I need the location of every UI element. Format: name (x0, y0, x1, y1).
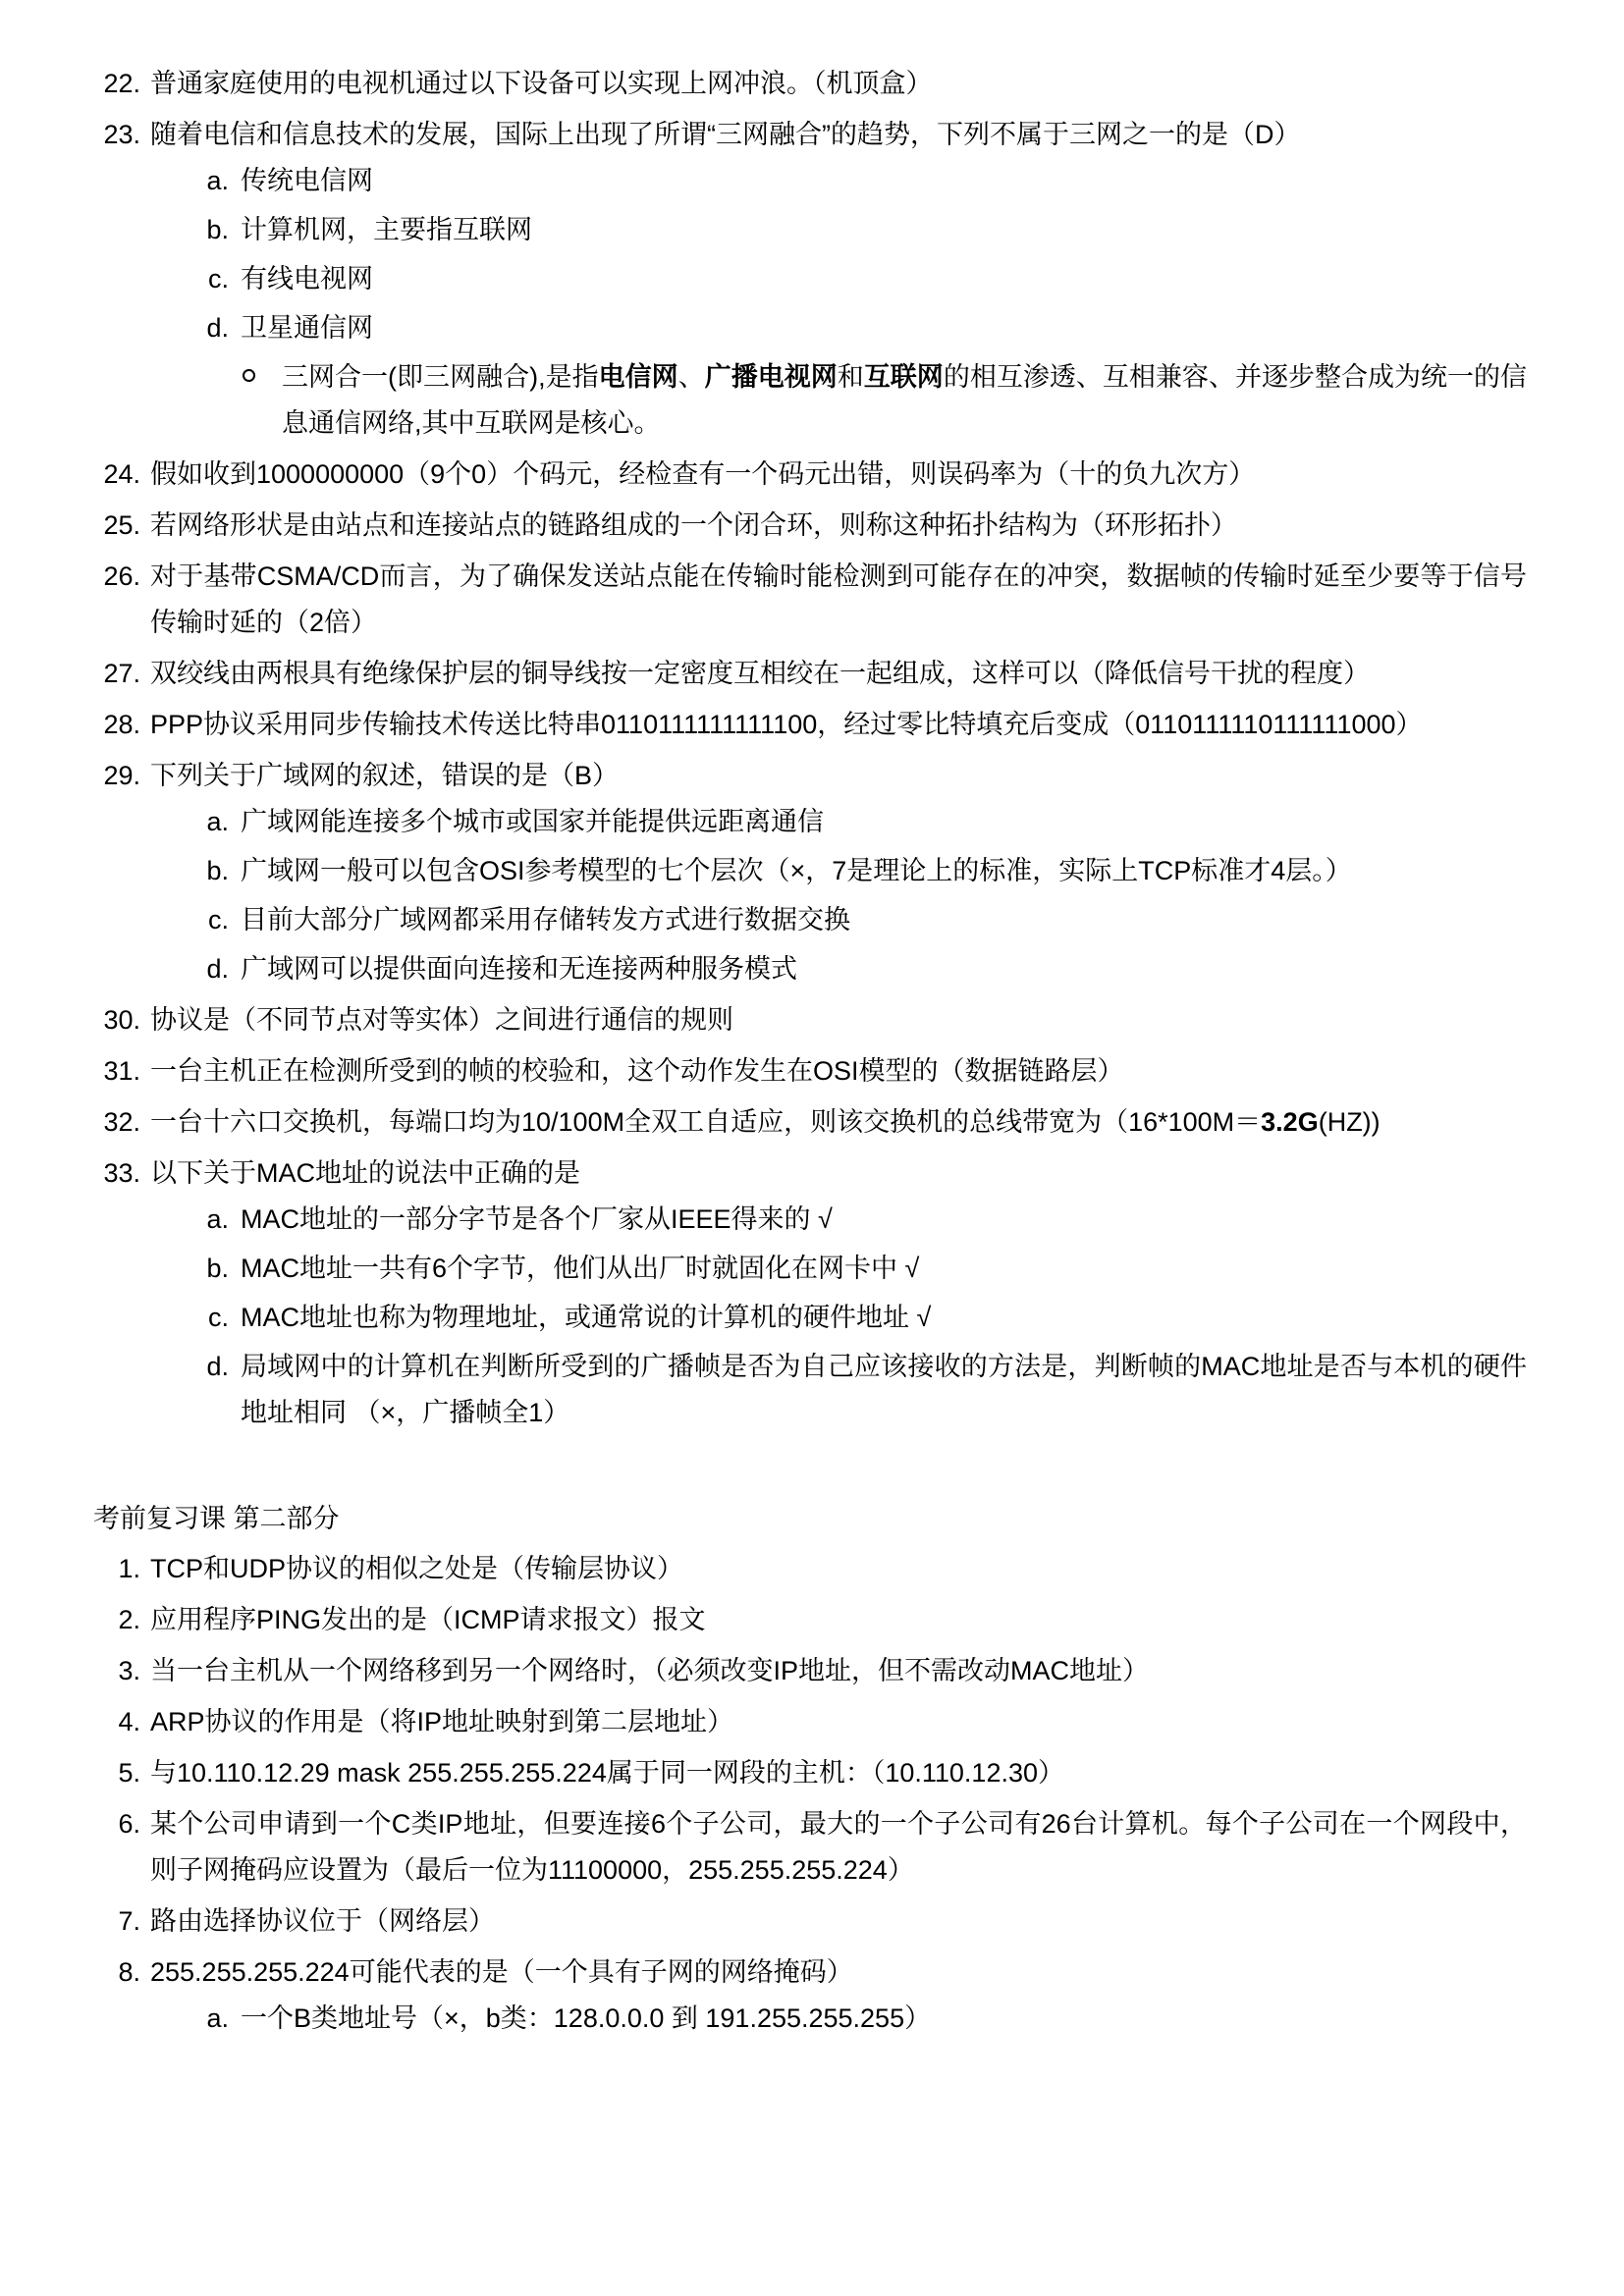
list-item (197, 1197, 1527, 1243)
list-item (93, 61, 1527, 107)
list-item (93, 1048, 1527, 1095)
note-part-3: 和 (837, 362, 864, 392)
note-bold-2: 广播电视网 (704, 362, 838, 392)
list-item (197, 897, 1527, 943)
question-text: 与10.110.12.29 mask 255.255.255.224属于同一网段的主机：（10.110.12.30） (150, 1758, 1064, 1788)
list-item (93, 1597, 1527, 1643)
question-list-part-one (93, 61, 1527, 1436)
list-marker: 4. (118, 1707, 140, 1736)
list-marker: 23. (103, 120, 140, 149)
option-text: 广域网能连接多个城市或国家并能提供远距离通信 (241, 807, 824, 836)
list-marker: 33. (103, 1158, 140, 1188)
option-text: MAC地址也称为物理地址，或通常说的计算机的硬件地址 √ (241, 1303, 932, 1332)
question-text-suffix: (HZ)) (1318, 1107, 1380, 1137)
list-marker: 1. (118, 1554, 140, 1583)
option-text: 局域网中的计算机在判断所受到的广播帧是否为自己应该接收的方法是，判断帧的MAC地址是否与本机的硬件地址相同 （×，广播帧全1） (241, 1352, 1527, 1427)
list-item (197, 848, 1527, 894)
question-text: 假如收到1000000000（9个0）个码元，经检查有一个码元出错，则误码率为（十的负九次方） (150, 459, 1256, 489)
list-marker: 2. (118, 1605, 140, 1634)
list-item (93, 1546, 1527, 1592)
list-item (197, 1344, 1527, 1436)
question-text: 某个公司申请到一个C类IP地址，但要连接6个子公司，最大的一个子公司有26台计算机。每个子公司在一个网段中，则子网掩码应设置为（最后一位为11100000，255.255.255.224） (150, 1809, 1527, 1885)
question-text: PPP协议采用同步传输技术传送比特串0110111111111100，经过零比特填充后变成（0110111110111111000） (150, 710, 1423, 739)
option-marker: a. (206, 166, 229, 195)
question-text: 若网络形状是由站点和连接站点的链路组成的一个闭合环，则称这种拓扑结构为（环形拓扑） (150, 510, 1237, 540)
list-item (93, 1648, 1527, 1694)
list-item (93, 554, 1527, 646)
option-text: 传统电信网 (241, 166, 373, 195)
list-item (93, 452, 1527, 498)
question-text: ARP协议的作用是（将IP地址映射到第二层地址） (150, 1707, 734, 1736)
list-marker: 6. (118, 1809, 140, 1839)
option-text: 目前大部分广域网都采用存储转发方式进行数据交换 (241, 905, 850, 934)
option-marker: d. (206, 954, 229, 984)
option-text: 卫星通信网 (241, 313, 373, 343)
section-heading-part-two: 考前复习课 第二部分 (93, 1504, 340, 1533)
list-item (93, 503, 1527, 549)
question-text: 一台主机正在检测所受到的帧的校验和，这个动作发生在OSI模型的（数据链路层） (150, 1056, 1124, 1086)
option-marker: c. (207, 1303, 229, 1332)
list-item (197, 305, 1527, 351)
note-part-1: 三网合一(即三网融合),是指 (282, 362, 599, 392)
list-marker: 29. (103, 761, 140, 790)
list-item (93, 1150, 1527, 1436)
option-marker: d. (206, 1352, 229, 1381)
option-list (150, 158, 1527, 447)
list-item (93, 1801, 1527, 1894)
list-item (197, 207, 1527, 253)
note-bold-1: 电信网 (598, 362, 678, 392)
option-text: 广域网可以提供面向连接和无连接两种服务模式 (241, 954, 797, 984)
question-text: 当一台主机从一个网络移到另一个网络时，（必须改变IP地址，但不需改动MAC地址） (150, 1656, 1150, 1685)
hollow-circle-bullet-icon (243, 354, 255, 400)
question-text-bold: 3.2G (1261, 1107, 1319, 1137)
option-marker: a. (206, 1204, 229, 1234)
option-marker: b. (206, 215, 229, 244)
list-marker: 27. (103, 659, 140, 688)
option-marker: a. (206, 807, 229, 836)
list-marker: 28. (103, 710, 140, 739)
question-text (150, 1099, 1527, 1146)
question-text-prefix: 一台十六口交换机，每端口均为10/100M全双工自适应，则该交换机的总线带宽为（16*100M＝ (150, 1107, 1262, 1137)
list-marker: 31. (103, 1056, 140, 1086)
question-text: 下列关于广域网的叙述，错误的是（B） (150, 761, 620, 790)
note-part-4: 的相互渗透、互相兼容、并逐步整合成为统一的信息通信网络,其中互联网是核心。 (282, 362, 1528, 438)
option-list (150, 1197, 1527, 1436)
list-item (197, 256, 1527, 302)
note-list (197, 354, 1527, 447)
question-text: TCP和UDP协议的相似之处是（传输层协议） (150, 1554, 684, 1583)
option-marker: d. (206, 313, 229, 343)
list-marker: 26. (103, 561, 140, 591)
note-bold-3: 互联网 (863, 362, 944, 392)
question-text: 对于基带CSMA/CD而言，为了确保发送站点能在传输时能检测到可能存在的冲突，数据帧的传输时延至少要等于信号传输时延的（2倍） (150, 561, 1527, 637)
option-list (150, 1996, 1527, 2042)
question-text: 255.255.255.224可能代表的是（一个具有子网的网络掩码） (150, 1957, 853, 1987)
list-marker: 7. (118, 1906, 140, 1936)
list-item (93, 702, 1527, 748)
option-marker: c. (207, 905, 229, 934)
list-marker: 25. (103, 510, 140, 540)
option-list (150, 799, 1527, 992)
option-text: 计算机网，主要指互联网 (241, 215, 532, 244)
list-item (197, 1295, 1527, 1341)
list-item (93, 1750, 1527, 1796)
list-item (197, 158, 1527, 204)
section-spacer (93, 1441, 1527, 1496)
document-body (93, 61, 1527, 2042)
option-marker: c. (207, 264, 229, 294)
list-item (93, 1099, 1527, 1146)
option-text: 广域网一般可以包含OSI参考模型的七个层次（×，7是理论上的标准，实际上TCP标准才4层。） (241, 856, 1352, 885)
option-text: 一个B类地址号（×，b类：128.0.0.0 到 191.255.255.255） (241, 2003, 932, 2033)
list-item (197, 946, 1527, 992)
list-marker: 5. (118, 1758, 140, 1788)
list-marker: 3. (118, 1656, 140, 1685)
option-text: MAC地址一共有6个字节，他们从出厂时就固化在网卡中 √ (241, 1254, 920, 1283)
question-text: 以下关于MAC地址的说法中正确的是 (150, 1158, 580, 1188)
question-text: 普通家庭使用的电视机通过以下设备可以实现上网冲浪。（机顶盒） (150, 69, 933, 98)
option-marker: a. (206, 2003, 229, 2033)
question-text: 应用程序PING发出的是（ICMP请求报文）报文 (150, 1605, 706, 1634)
option-marker: b. (206, 856, 229, 885)
list-item (197, 799, 1527, 845)
list-item (93, 112, 1527, 447)
list-item (93, 997, 1527, 1043)
list-marker: 30. (103, 1005, 140, 1035)
question-text: 路由选择协议位于（网络层） (150, 1906, 495, 1936)
list-marker: 32. (103, 1107, 140, 1137)
question-text: 协议是（不同节点对等实体）之间进行通信的规则 (150, 1005, 733, 1035)
list-marker: 22. (103, 69, 140, 98)
list-item (93, 1898, 1527, 1945)
list-marker: 8. (118, 1957, 140, 1987)
list-item (93, 753, 1527, 992)
option-text: MAC地址的一部分字节是各个厂家从IEEE得来的 √ (241, 1204, 833, 1234)
option-text: 有线电视网 (241, 264, 373, 294)
question-list-part-two (93, 1546, 1527, 2042)
option-marker: b. (206, 1254, 229, 1283)
list-item (197, 1246, 1527, 1292)
question-text: 双绞线由两根具有绝缘保护层的铜导线按一定密度互相绞在一起组成，这样可以（降低信号干扰的程度） (150, 659, 1370, 688)
note-text (282, 354, 1527, 447)
list-item (93, 651, 1527, 697)
list-item (93, 1699, 1527, 1745)
list-marker: 24. (103, 459, 140, 489)
question-text: 随着电信和信息技术的发展，国际上出现了所谓“三网融合”的趋势，下列不属于三网之一的是（D） (150, 120, 1301, 149)
list-item (241, 354, 1527, 447)
list-item (93, 1949, 1527, 2042)
note-part-2: 、 (677, 362, 705, 392)
list-item (197, 1996, 1527, 2042)
